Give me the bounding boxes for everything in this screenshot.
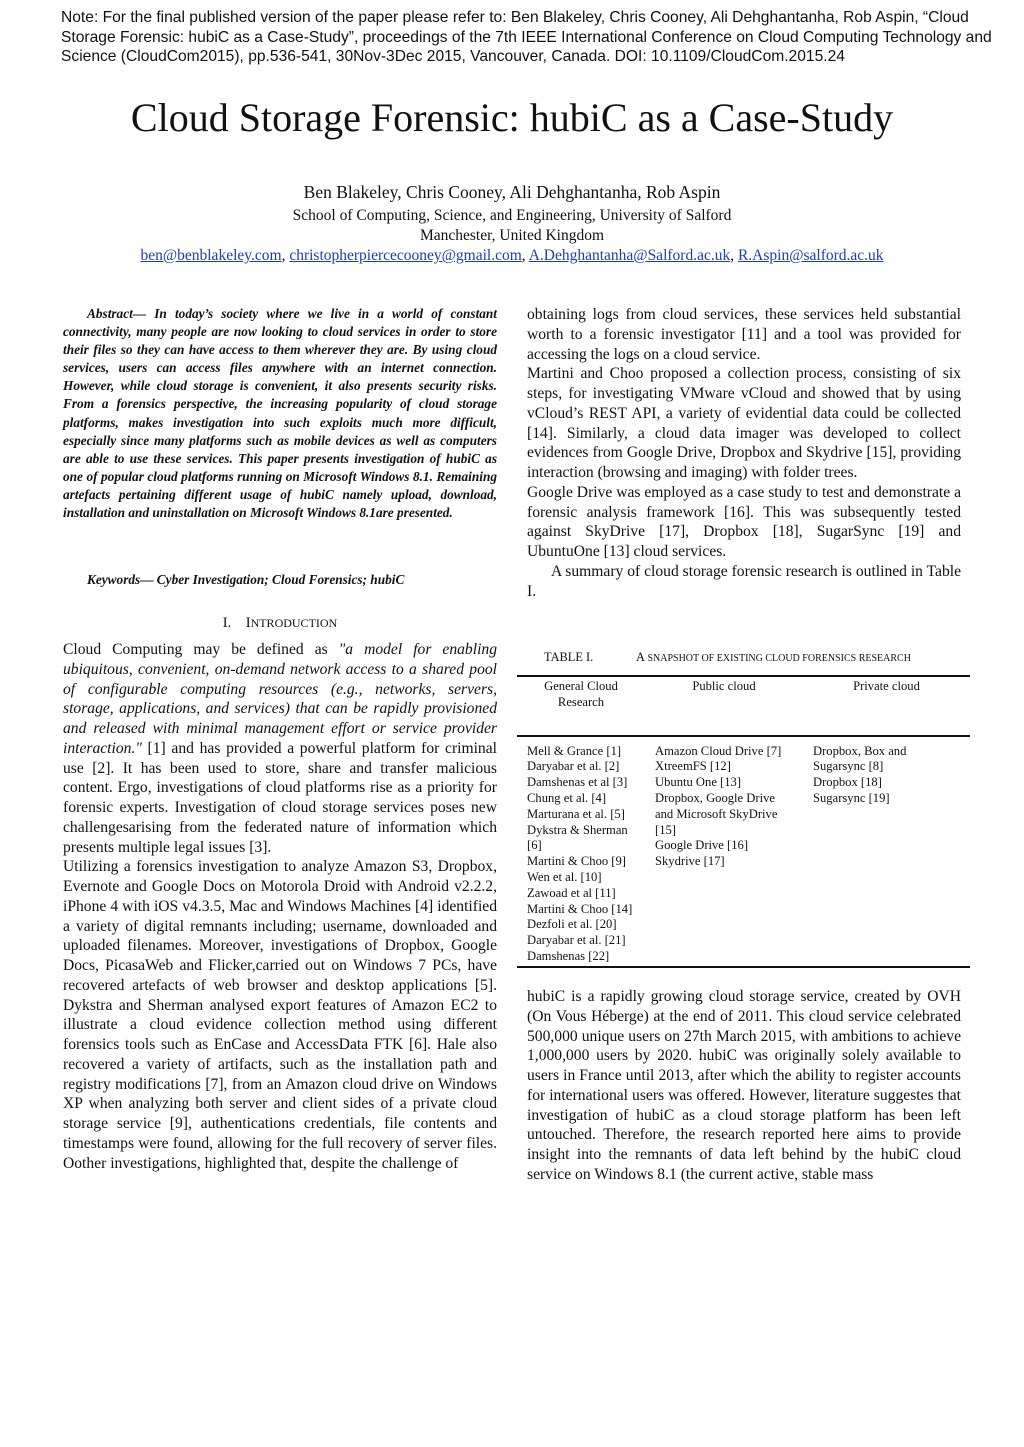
paragraph: hubiC is a rapidly growing cloud storage service, created by OVH (On Vous Héberge) at the end of 2011. This cloud service celebrated 500,000 unique users on 27th March 2015, with ambitions to achieve 1,000,000 users by 2020. hubiC was originally solely available to users in France until 2013, after which the ability to register accounts for international users was offered. However, literature suggestes that investigation of hubiC as a cloud storage platform has been left untouched. Therefore, the research reported here aims to provide insight into the remnants of data left behind by the hubiC cloud service on Windows 8.1 (the current active, stable mass — [527, 988, 961, 1183]
public-cloud-cell — [645, 736, 803, 967]
authors: Ben Blakeley, Chris Cooney, Ali Dehghantanha, Rob Aspin — [303, 182, 721, 202]
general-cloud-cell — [517, 736, 645, 967]
text: [1] and has provided a powerful platform for criminal use [2]. It has been used to store, share and transfer malicious content. Ergo, investigations of cloud platforms rise as a priority for forensic experts. Investigation of cloud storage services poses new challengesarising from the federated nature of information which presents multiple legal issues [3]. — [63, 739, 497, 856]
left-column — [63, 640, 497, 1173]
paper-title: Cloud Storage Forensic: hubiC as a Case-Study — [130, 95, 894, 140]
private-cloud-cell — [803, 736, 970, 967]
reference-entry: Zawoad et al [11] — [527, 885, 616, 900]
section-heading — [63, 615, 497, 632]
right-column-top — [527, 305, 961, 601]
email-link[interactable]: R.Aspin@salford.ac.uk — [737, 247, 884, 264]
right-column-bottom — [527, 987, 961, 1185]
reference-entry: Mell & Grance [1] — [527, 743, 622, 758]
caption-initial: A — [636, 650, 645, 664]
email-link[interactable]: christopherpiercecooney@gmail.com — [289, 247, 522, 264]
affiliation-line: Manchester, United Kingdom — [419, 227, 605, 244]
paragraph: A summary of cloud storage forensic research is outlined in Table I. — [527, 562, 962, 600]
table-row — [517, 736, 970, 967]
section-number: I. — [222, 615, 232, 631]
column-header: Private cloud — [853, 679, 920, 693]
paragraph — [63, 640, 497, 857]
reference-entry: Damshenas [22] — [527, 948, 610, 963]
research-table — [517, 675, 970, 968]
table-label: TABLE I. — [544, 650, 594, 664]
reference-entry: Martini & Choo [14] — [527, 901, 633, 916]
reference-entry: Sugarsync [19] — [813, 790, 890, 805]
reference-entry: Ubuntu One [13] — [655, 775, 742, 790]
email-link[interactable]: A.Dehghantanha@Salford.ac.uk — [528, 247, 731, 264]
section-title-initial: I — [245, 615, 251, 631]
column-header: General Cloud Research — [544, 679, 618, 709]
affiliation — [0, 206, 1024, 246]
paragraph: Google Drive was employed as a case study to test and demonstrate a forensic analysis framework [16]. This was subsequently tested against SkyDrive [17], Dropbox [18], SugarSync [19] and UbuntuOne [13] cloud services. — [527, 483, 961, 560]
section-title-rest: NTRODUCTION — [250, 616, 338, 630]
reference-entry: Dropbox, Box and Sugarsync [8] — [813, 743, 907, 774]
reference-entry: Daryabar et al. [2] — [527, 759, 620, 774]
definition-quote: "a model for enabling ubiquitous, convenient, on-demand network access to a shared pool of configurable computing resources (e.g., networks, servers, storage, applications, and services) that can be rapidly provisioned and released with minimal management effort or service provider interaction." — [63, 641, 497, 757]
reference-entry: Amazon Cloud Drive [7] — [655, 743, 782, 758]
table-caption — [544, 650, 911, 665]
column-header: Public cloud — [692, 679, 756, 693]
table-header-row — [517, 676, 970, 736]
abstract: Abstract— In today’s society where we live in a world of constant connectivity, many people are now looking to cloud services in order to store their files so they can have access to them wherever they are. By using cloud services, users can access files anywhere with an internet connection. However, while cloud storage is convenient, it also presents security risks. From a forensics perspective, the increasing popularity of cloud storage platforms, makes investigation into such exploits much more difficult, especially since many platforms such as mobile devices as well as computers are able to use these services. This paper presents investigation of hubiC as one of popular cloud platforms running on Microsoft Windows 8.1. Remaining artefacts pertaining different usage of hubiC namely upload, download, installation and uninstallation on Microsoft Windows 8.1are presented. — [63, 306, 497, 521]
publication-note: Note: For the final published version of the paper please refer to: Ben Blakeley, Chris Cooney, Ali Dehghantanha, Rob Aspin, “Cloud Storage Forensic: hubiC as a Case-Study”, proceedings of the 7th IEEE International Conference on Cloud Computing Technology and Science (CloudCom2015), pp.536-541, 30Nov-3Dec 2015, Vancouver, Canada. DOI: 10.1109/CloudCom.2015.24 — [61, 9, 992, 65]
email-separator: , — [730, 247, 738, 264]
author-emails — [0, 246, 1024, 266]
text: Cloud Computing may be defined as — [63, 641, 339, 658]
paragraph: Martini and Choo proposed a collection process, consisting of six steps, for investigating VMware vCloud and showed that by using vCloud’s REST API, a variety of evidential data could be collected [14]. Similarly, a cloud data imager was developed to collect evidences from Google Drive, Dropbox and Skydrive [15], providing interaction (browsing and imaging) with folder trees. — [527, 365, 961, 481]
reference-entry: Dropbox [18] — [813, 775, 882, 790]
reference-entry: Google Drive [16] — [655, 838, 749, 853]
reference-entry: Dropbox, Google Drive and Microsoft SkyDrive [15] — [655, 790, 778, 837]
reference-entry: Dykstra & Sherman [6] — [527, 822, 628, 853]
reference-entry: Wen et al. [10] — [527, 869, 602, 884]
email-separator: , — [281, 247, 290, 264]
email-separator: , — [521, 247, 529, 264]
reference-entry: XtreemFS [12] — [655, 759, 731, 774]
reference-entry: Dezfoli et al. [20] — [527, 917, 617, 932]
caption-text: SNAPSHOT OF EXISTING CLOUD FORENSICS RESEARCH — [644, 653, 911, 664]
affiliation-line: School of Computing, Science, and Engineering, University of Salford — [292, 207, 732, 224]
paragraph: Utilizing a forensics investigation to analyze Amazon S3, Dropbox, Evernote and Google Docs on Motorola Droid with Android v2.2.2, iPhone 4 with iOS v4.3.5, Mac and Windows Machines [4] identified a variety of digital remnants including; username, downloaded and uploaded filenames. Moreover, investigations of Dropbox, Google Docs, PicasaWeb and Flicker,carried out on Windows 7 PCs, have recovered artefacts of web browser and desktop applications [5]. Dykstra and Sherman analysed export features of Amazon EC2 to illustrate a cloud evidence collection method using different forensics tools such as EnCase and AccessData FTK [6]. Hale also recovered a variety of artifacts, such as the installation path and registry modifications [7], from an Amazon cloud drive on Windows XP when analyzing both server and client sides of a private cloud storage service [9], authentications credentials, file contents and timestamps were found, allowing for the full recovery of server files. Oother investigations, highlighted that, despite the challenge of — [63, 858, 497, 1172]
reference-entry: Daryabar et al. [21] — [527, 933, 626, 948]
email-link[interactable]: ben@benblakeley.com — [140, 247, 282, 264]
reference-entry: Damshenas et al [3] — [527, 775, 628, 790]
keywords: Keywords— Cyber Investigation; Cloud Forensics; hubiC — [87, 572, 405, 587]
reference-entry: Marturana et al. [5] — [527, 806, 625, 821]
reference-entry: Skydrive [17] — [655, 854, 725, 869]
paragraph: obtaining logs from cloud services, these services held substantial worth to a forensic investigator [11] and a tool was provided for accessing the logs on a cloud service. — [527, 306, 961, 363]
reference-entry: Chung et al. [4] — [527, 790, 607, 805]
reference-entry: Martini & Choo [9] — [527, 854, 626, 869]
